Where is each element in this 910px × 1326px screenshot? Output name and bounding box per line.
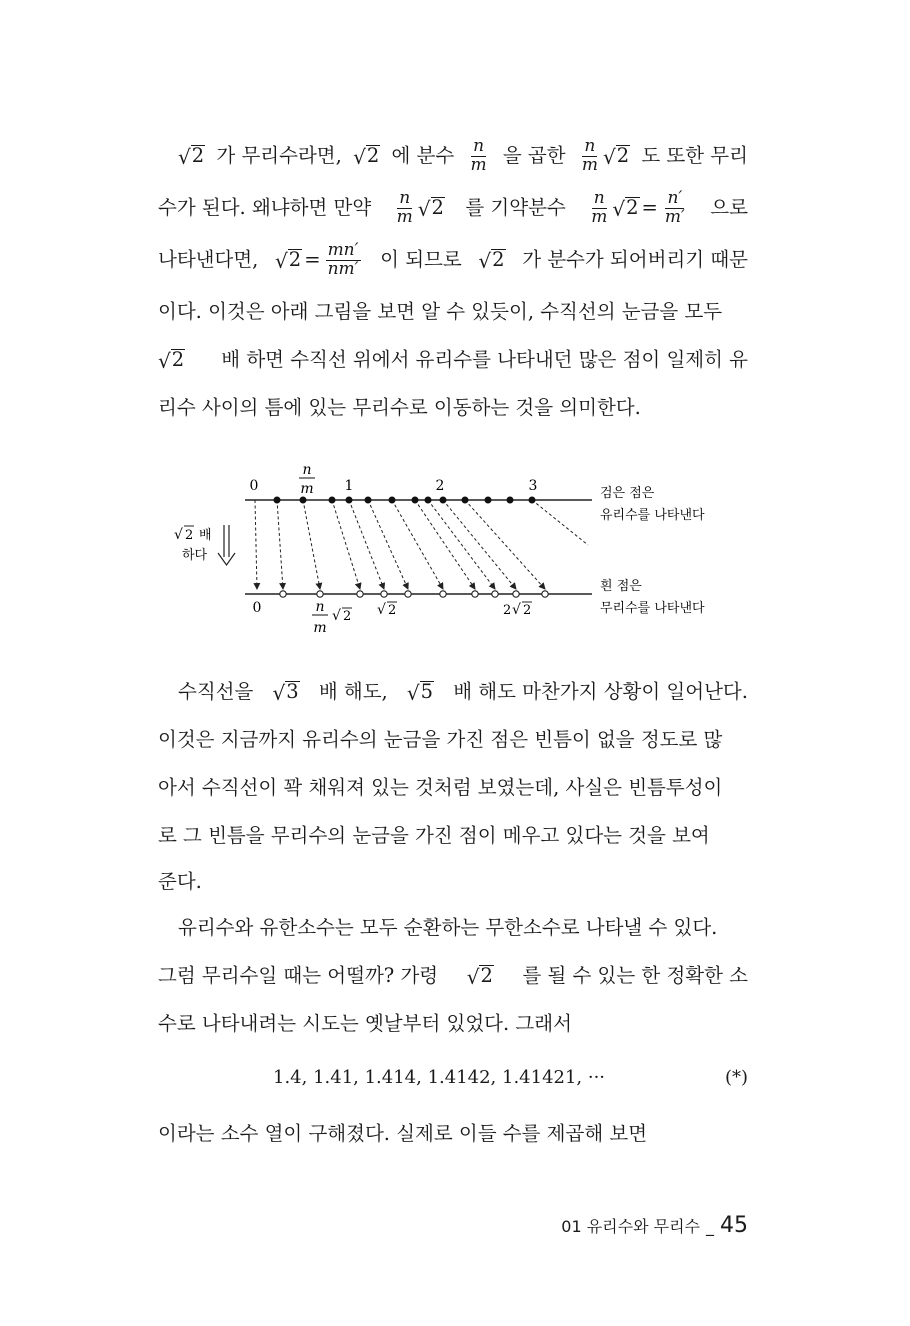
page-number: 45 xyxy=(720,1213,748,1238)
fraction: $\frac{n}{m}$ xyxy=(470,135,487,175)
left-label-1: 배 xyxy=(199,528,212,543)
bottom-2sqrt2-arg: 2 xyxy=(523,603,532,618)
sqrt-symbol: √ 2 xyxy=(478,248,505,273)
chapter-title: 01 유리수와 무리수 xyxy=(561,1217,700,1236)
text-line: 아서 수직선이 꽉 채워져 있는 것처럼 보였는데, 사실은 빈틈투성이 xyxy=(158,776,723,799)
decimal-sequence xyxy=(158,1058,748,1098)
footer-separator: _ xyxy=(706,1217,714,1236)
text-line: 이것은 지금까지 유리수의 눈금을 가진 점은 빈틈이 없을 정도로 많 xyxy=(158,728,723,751)
top-frac-num: n xyxy=(302,462,312,478)
text-line: 리수 사이의 틈에 있는 무리수로 이동하는 것을 의미한다. xyxy=(158,396,641,419)
top-tick-1: 1 xyxy=(344,478,354,494)
page-footer xyxy=(561,1213,748,1253)
sqrt-symbol: √ 3 xyxy=(272,680,299,705)
bottom-frac-den: m xyxy=(313,620,327,636)
sqrt-symbol: √ 2 xyxy=(602,144,630,169)
sqrt-symbol: √ 2 xyxy=(612,196,639,221)
bottom-sqrt2: 2 xyxy=(388,603,397,618)
fraction: $\frac{n'}{m'}$ xyxy=(664,187,685,227)
sqrt-symbol: √ 2 xyxy=(417,196,444,221)
off-line-arrow xyxy=(532,500,588,545)
left-label-2: 하다 xyxy=(182,548,208,563)
text-line: 유리수와 유한소수는 모두 순환하는 무한소수로 나타낼 수 있다. xyxy=(178,916,718,939)
sqrt-symbol: √ 5 xyxy=(406,680,434,705)
svg-text:√: √ xyxy=(377,602,386,618)
bottom-tick-0: 0 xyxy=(252,600,262,616)
top-tick-2: 2 xyxy=(435,478,445,494)
sqrt-symbol: √ 2 xyxy=(178,144,205,169)
fraction: $\frac{n}{m}$ xyxy=(591,187,608,227)
text-line: 이다. 이것은 아래 그림을 보면 알 수 있듯이, 수직선의 눈금을 모두 xyxy=(158,300,723,323)
text-line: 로 그 빈틈을 무리수의 눈금을 가진 점이 메우고 있다는 것을 보여 xyxy=(158,824,710,847)
svg-text:√: √ xyxy=(512,602,521,618)
text-line: √ 2 가 무리수라면, √ 2 에 분수 $\frac{n}{m}$ 을 곱한 $\frac{n}{m}$ √ 2 도 또한 무리 xyxy=(178,135,748,175)
mapping-arrows xyxy=(255,500,545,589)
bottom-frac-num: n xyxy=(315,599,325,615)
text-line: 그럼 무리수일 때는 어떨까? 가령 √ 2 를 될 수 있는 한 정확한 소 xyxy=(158,964,748,989)
text-line: 수직선을 √ 3 배 해도, √ 5 배 해도 마찬가지 상황이 일어난다. xyxy=(178,680,748,705)
bottom-frac-sqrt: 2 xyxy=(343,609,352,624)
left-sqrt-arg: 2 xyxy=(185,528,194,543)
text-line: 나타낸다면, √ 2 = $\frac{mn'}{nm'}$ 이 되므로 √ 2 가 분수가 되어버리기 때문 xyxy=(158,239,748,279)
legend-white-2: 무리수를 나타낸다 xyxy=(600,601,705,616)
fraction: $\frac{n}{m}$ xyxy=(396,187,413,227)
fraction: $\frac{n}{m}$ xyxy=(581,135,598,175)
fraction: $\frac{mn'}{nm'}$ xyxy=(327,239,359,279)
text-line: 수가 된다. 왜냐하면 만약 $\frac{n}{m}$ √ 2 를 기약분수 $\frac{n}{m}$ √ 2 = $\frac{n'}{m'}$ 으로 xyxy=(158,187,748,227)
sequence-expression: 1.4, 1.41, 1.414, 1.4142, 1.41421, ··· xyxy=(273,1067,606,1088)
legend-white-1: 흰 점은 xyxy=(600,579,642,594)
left-sqrt-rad: √ xyxy=(174,527,183,543)
legend-black-2: 유리수를 나타낸다 xyxy=(600,508,705,523)
svg-text:√: √ xyxy=(332,608,341,624)
legend-black-1: 검은 점은 xyxy=(600,486,655,501)
text-line: 준다. xyxy=(158,870,202,893)
sqrt-symbol: √ 2 xyxy=(275,248,302,273)
text-line: √ 2 배 하면 수직선 위에서 유리수를 나타내던 많은 점이 일제히 유 xyxy=(158,348,748,373)
number-line-diagram xyxy=(160,455,760,645)
sqrt-symbol: √ 2 xyxy=(466,964,493,989)
top-frac-den: m xyxy=(300,481,314,497)
equation-tag: (*) xyxy=(724,1067,748,1088)
text-line: 수로 나타내려는 시도는 옛날부터 있었다. 그래서 xyxy=(158,1012,572,1035)
top-tick-3: 3 xyxy=(528,478,538,494)
bottom-2sqrt2-coef: 2 xyxy=(503,603,512,618)
down-arrow-icon xyxy=(218,525,235,565)
sqrt-symbol: √ 2 xyxy=(158,348,185,373)
sqrt-symbol: √ 2 xyxy=(353,144,380,169)
text-line: 이라는 소수 열이 구해졌다. 실제로 이들 수를 제곱해 보면 xyxy=(158,1122,648,1145)
top-tick-0: 0 xyxy=(249,478,259,494)
